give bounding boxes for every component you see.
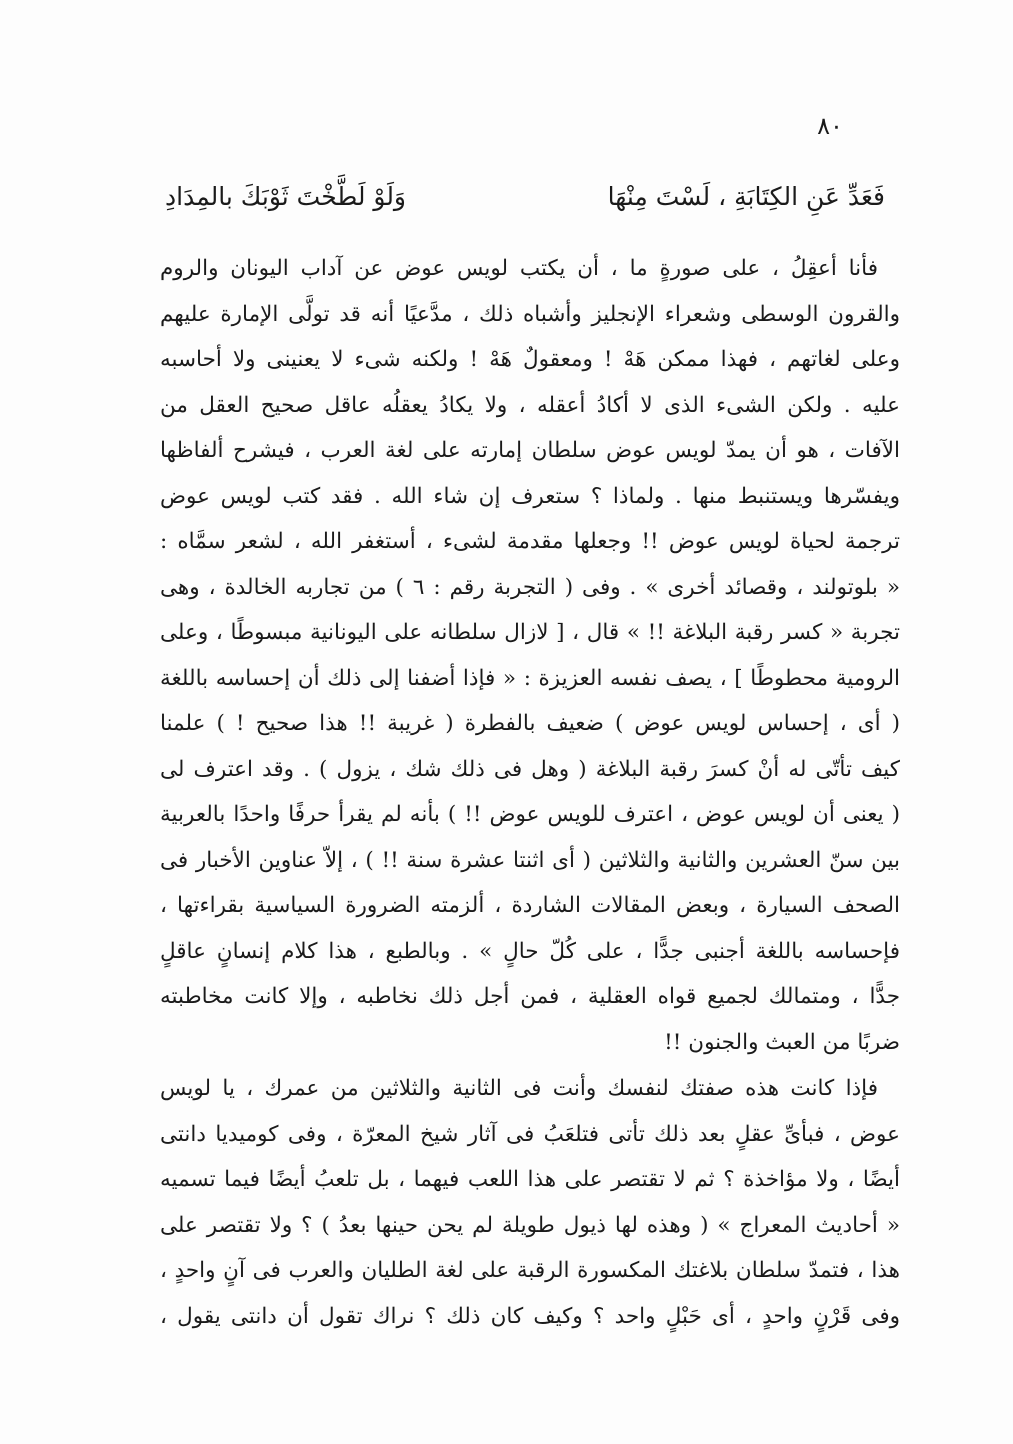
text-line: الرومية محطوطًا ] ، يصف نفسه العزيزة : « فإذا أضفنا إلى ذلك أن إحساسه باللغة — [160, 665, 900, 691]
text-line: الآفات ، هو أن يمدّ لويس عوض سلطان إمارته على لغة العرب ، فيشرح ألفاظها — [160, 438, 900, 463]
text-line: ضربًا من العبث والجنون !! — [664, 1029, 900, 1055]
text-line: جدًّا ، ومتمالك لجميع قواه العقلية ، فمن أجل ذلك نخاطبه ، وإلا كانت مخاطبته — [160, 984, 900, 1009]
verse-first-hemistich: فَعَدِّ عَنِ الكِتَابَةِ ، لَسْتَ مِنْهَا — [607, 182, 885, 211]
text-line: عوض ، فبأىِّ عقلٍ بعد ذلك تأتى فتلعَبُ فى آثار شيخ المعرّة ، وفى كوميديا دانتى — [160, 1121, 900, 1147]
paragraph — [160, 1066, 900, 1339]
verse-second-hemistich: وَلَوْ لَطَّخْتَ ثَوْبَكَ بالمِدَادِ — [165, 182, 407, 211]
text-line: « بلوتولند ، وقصائد أخرى » . وفى ( التجربة رقم : ٦ ) من تجاربه الخالدة ، وهى — [160, 574, 900, 600]
text-line: كيف تأتّى له أنْ كسرَ رقبة البلاغة ( وهل فى ذلك شك ، يزول ) . وقد اعترف لى — [160, 756, 900, 782]
text-line: تجربة « كسر رقبة البلاغة !! » قال ، [ لازال سلطانه على اليونانية مبسوطًا ، وعلى — [160, 620, 900, 645]
text-line: الصحف السيارة ، وبعض المقالات الشاردة ، ألزمته الضرورة السياسية بقراءتها ، — [160, 893, 900, 918]
paragraph — [160, 246, 900, 1065]
text-line: فأنا أعقِلُ ، على صورةٍ ما ، أن يكتب لويس عوض عن آداب اليونان والروم — [160, 256, 878, 281]
text-line: أيضًا ، ولا مؤاخذة ؟ ثم لا تقتصر على هذا اللعب فيهما ، بل تلعبُ أيضًا فيما تسميه — [160, 1167, 900, 1192]
text-line: ترجمة لحياة لويس عوض !! وجعلها مقدمة لشىء ، أستغفر الله ، لشعر سمَّاه : — [160, 529, 900, 554]
text-line: هذا ، فتمدّ سلطان بلاغتك المكسورة الرقبة على لغة الطليان والعرب فى آنٍ واحدٍ ، — [160, 1258, 900, 1283]
text-line: فإذا كانت هذه صفتك لنفسك وأنت فى الثانية والثلاثين من عمرك ، يا لويس — [160, 1076, 878, 1101]
text-line: وعلى لغاتهم ، فهذا ممكن هَهْ ! ومعقولٌ هَهْ ! ولكنه شىء لا يعنينى ولا أحاسبه — [160, 347, 900, 372]
page-number: ٨٠ — [817, 112, 843, 140]
text-line: بين سنّ العشرين والثانية والثلاثين ( أى اثنتا عشرة سنة !! ) ، إلاّ عناوين الأخبار فى — [160, 847, 900, 873]
text-line: ( أى ، إحساس لويس عوض ) ضعيف بالفطرة ( غريبة !! هذا صحيح ! ) علمنا — [160, 711, 900, 736]
text-line: ويفسّرها ويستنبط منها . ولماذا ؟ ستعرف إن شاء الله . فقد كتب لويس عوض — [160, 483, 900, 509]
text-line: وفى قَرْنٍ واحدٍ ، أى حَبْلٍ واحد ؟ وكيف كان ذلك ؟ نراك تقول أن دانتى يقول ، — [160, 1303, 900, 1329]
poetry-verse — [165, 182, 885, 230]
text-line: ( يعنى أن لويس عوض ، اعترف للويس عوض !! ) بأنه لم يقرأ حرفًا واحدًا بالعربية — [160, 802, 900, 827]
text-line: عليه . ولكن الشىء الذى لا أكادُ أعقله ، ولا يكادُ يعقلُه عاقل صحيح العقل من — [160, 392, 900, 418]
text-line: « أحاديث المعراج » ( وهذه لها ذيول طويلة لم يحن حينها بعدُ ) ؟ ولا تقتصر على — [160, 1212, 900, 1238]
text-line: والقرون الوسطى وشعراء الإنجليز وأشباه ذلك ، مدَّعيًا أنه قد تولَّى الإمارة عليهم — [160, 301, 900, 327]
text-line: فإحساسه باللغة أجنبى جدًّا ، على كُلّ حالٍ » . وبالطبع ، هذا كلام إنسانٍ عاقلٍ — [160, 938, 900, 964]
